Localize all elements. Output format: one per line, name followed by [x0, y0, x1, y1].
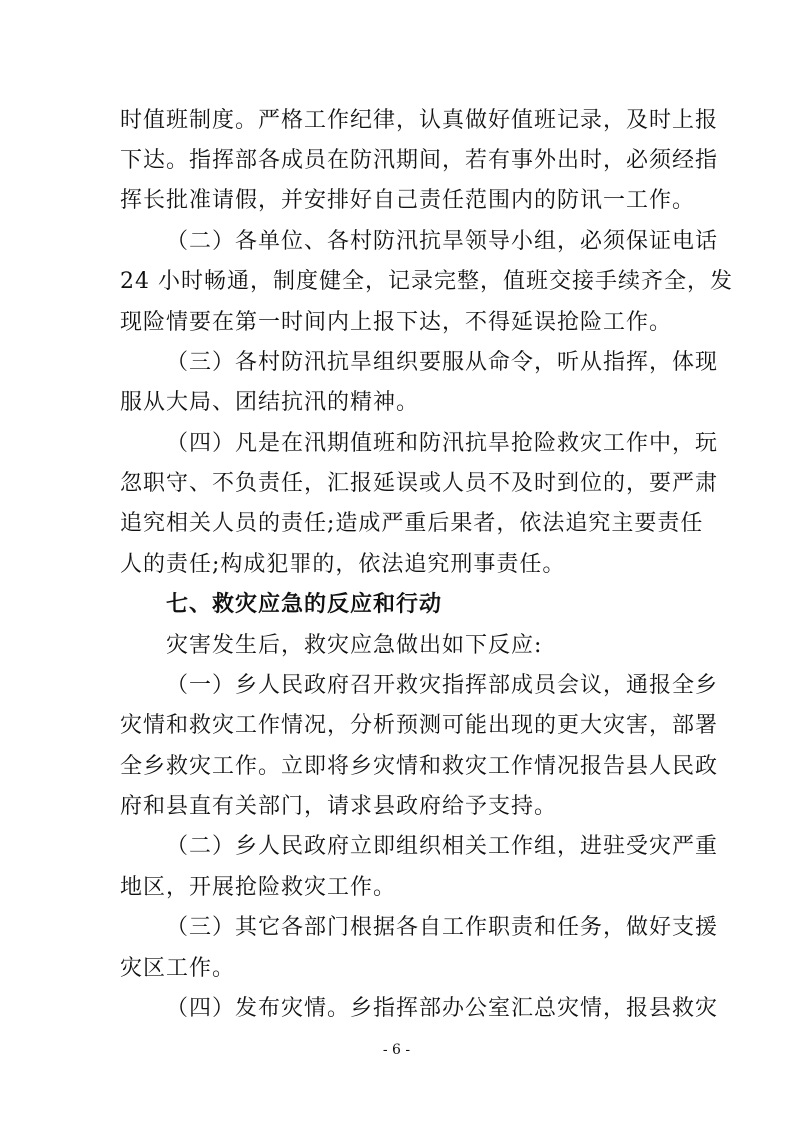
paragraph-start-line: 灾害发生后，救灾应急做出如下反应:: [166, 633, 543, 658]
paragraph-start-line: （二）乡人民政府立即组织相关工作组，进驻受灾严重: [166, 834, 719, 859]
body-text-line: 追究相关人员的责任;造成严重后果者，依法追究主要责任: [120, 511, 704, 536]
body-text-line: 全乡救灾工作。立即将乡灾情和救灾工作情况报告县人民政: [120, 754, 719, 779]
body-text-line: 24 小时畅通，制度健全，记录完整，值班交接手续齐全，发: [120, 269, 733, 294]
paragraph-start-line: （一）乡人民政府召开救灾指挥部成员会议，通报全乡: [166, 673, 719, 698]
body-text-line: 人的责任;构成犯罪的，依法追究刑事责任。: [120, 552, 566, 577]
body-text-line: 府和县直有关部门，请求县政府给予支持。: [120, 794, 558, 819]
paragraph-start-line: （四）发布灾情。乡指挥部办公室汇总灾情，报县救灾: [166, 996, 719, 1021]
body-text-line: 服从大局、团结抗汛的精神。: [120, 390, 420, 415]
section-heading: 七、救灾应急的反应和行动: [166, 592, 443, 617]
body-text-line: 地区，开展抢险救灾工作。: [120, 875, 397, 900]
paragraph-start-line: （三）其它各部门根据各自工作职责和任务，做好支援: [166, 915, 719, 940]
body-text-line: 时值班制度。严格工作纪律，认真做好值班记录，及时上报: [120, 108, 719, 133]
body-text-line: 下达。指挥部各成员在防汛期间，若有事外出时，必须经指: [120, 148, 719, 173]
body-text-line: 挥长批准请假，并安排好自己责任范围内的防讯一工作。: [120, 188, 696, 213]
body-text-line: 忽职守、不负责任，汇报延误或人员不及时到位的，要严肃: [120, 471, 719, 496]
body-text-line: 灾区工作。: [120, 956, 236, 981]
body-text-line: 灾情和救灾工作情况，分析预测可能出现的更大灾害，部署: [120, 713, 719, 738]
body-text-line: 现险情要在第一时间内上报下达，不得延误抢险工作。: [120, 310, 673, 335]
paragraph-start-line: （四）凡是在汛期值班和防汛抗旱抢险救灾工作中，玩: [166, 431, 719, 456]
page-number: - 6 -: [382, 1042, 411, 1058]
paragraph-start-line: （二）各单位、各村防汛抗旱领导小组，必须保证电话: [166, 229, 719, 254]
paragraph-start-line: （三）各村防汛抗旱组织要服从命令，听从指挥，体现: [166, 350, 719, 375]
